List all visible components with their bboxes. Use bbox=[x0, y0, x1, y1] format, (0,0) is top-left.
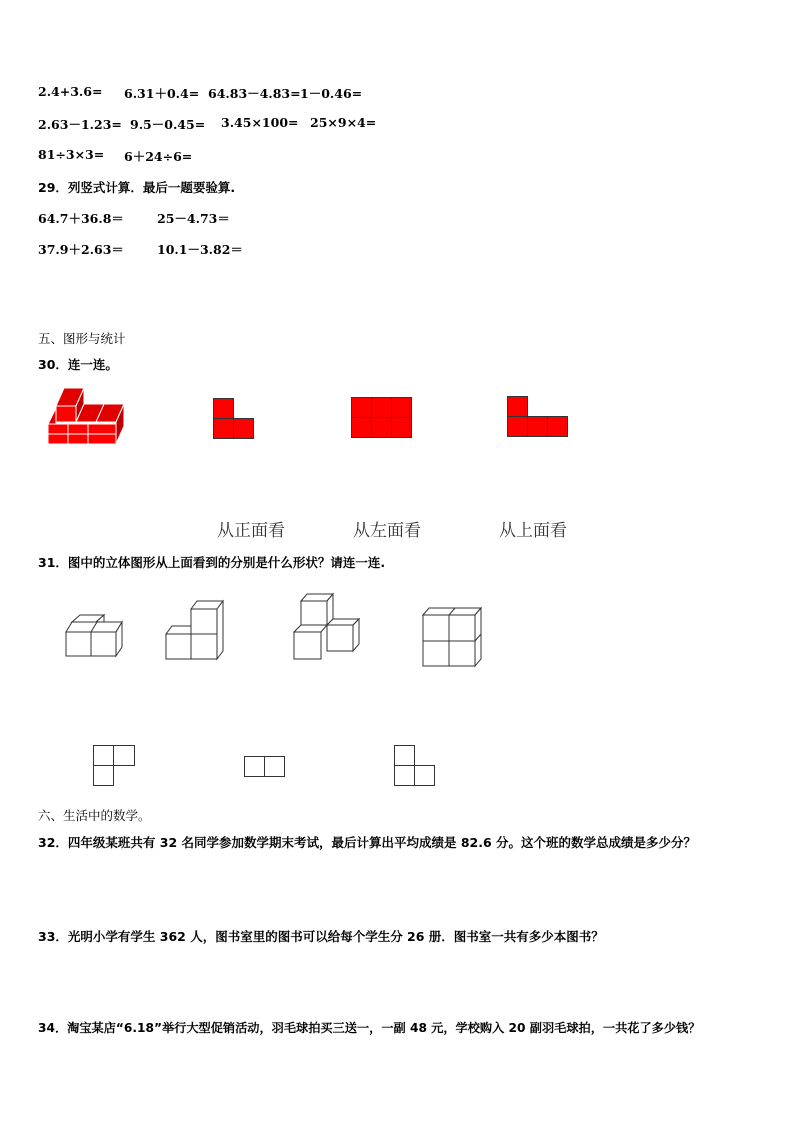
question-31-title: 31．图中的立体图形从上面看到的分别是什么形状？请连一连. bbox=[38, 555, 386, 570]
arith-item: 2.4+3.6= bbox=[38, 84, 103, 99]
question-34-text: 34．淘宝某店“6.18”举行大型促销活动，羽毛球拍买三送一，一副 48 元，学校购入 20 副羽毛球拍，一共花了多少钱？ bbox=[38, 1021, 701, 1035]
view-label-front: 从正面看 bbox=[217, 521, 285, 541]
vertical-calc-item: 25－4.73＝ bbox=[157, 211, 230, 226]
section-6-title: 六、生活中的数学。 bbox=[38, 808, 151, 823]
wireframe-solid-1 bbox=[64, 612, 126, 658]
top-view-shape-1 bbox=[93, 745, 136, 787]
arith-item: 9.5－0.45= bbox=[130, 117, 206, 132]
arith-item: 6.31＋0.4= bbox=[124, 86, 200, 101]
question-29-title: 29．列竖式计算．最后一题要验算. bbox=[38, 180, 236, 195]
question-32-text: 32．四年级某班共有 32 名同学参加数学期末考试，最后计算出平均成绩是 82.6 分。这个班的数学总成绩是多少分？ bbox=[38, 835, 697, 850]
arith-item: 6＋24÷6= bbox=[124, 149, 193, 164]
arith-item: 81÷3×3= bbox=[38, 147, 105, 162]
view-label-top: 从上面看 bbox=[499, 521, 567, 541]
section-5-title: 五、图形与统计 bbox=[38, 331, 126, 346]
vertical-calc-item: 10.1－3.82＝ bbox=[157, 242, 243, 257]
vertical-calc-item: 37.9＋2.63＝ bbox=[38, 242, 124, 257]
top-view-shape-3 bbox=[394, 745, 436, 787]
view-shape-grid bbox=[351, 397, 413, 439]
arith-item: 3.45×100= bbox=[221, 115, 299, 130]
red-cube-solid bbox=[44, 386, 128, 448]
view-shape-l bbox=[213, 398, 255, 440]
view-shape-wide-l bbox=[507, 396, 569, 438]
question-33-text: 33．光明小学有学生 362 人，图书室里的图书可以给每个学生分 26 册．图书室一共有多少本图书？ bbox=[38, 929, 604, 944]
wireframe-solid-3 bbox=[291, 592, 363, 664]
vertical-calc-item: 64.7＋36.8＝ bbox=[38, 211, 124, 226]
arith-item: 1－0.46= bbox=[300, 86, 363, 101]
question-30-title: 30．连一连。 bbox=[38, 357, 118, 372]
arith-item: 2.63－1.23= bbox=[38, 117, 122, 132]
top-view-shape-2 bbox=[244, 756, 286, 778]
view-label-left: 从左面看 bbox=[353, 521, 421, 541]
arith-item: 25×9×4= bbox=[310, 115, 377, 130]
arith-item: 64.83－4.83= bbox=[208, 86, 301, 101]
wireframe-solid-2 bbox=[165, 600, 227, 662]
wireframe-solid-4 bbox=[421, 606, 483, 668]
